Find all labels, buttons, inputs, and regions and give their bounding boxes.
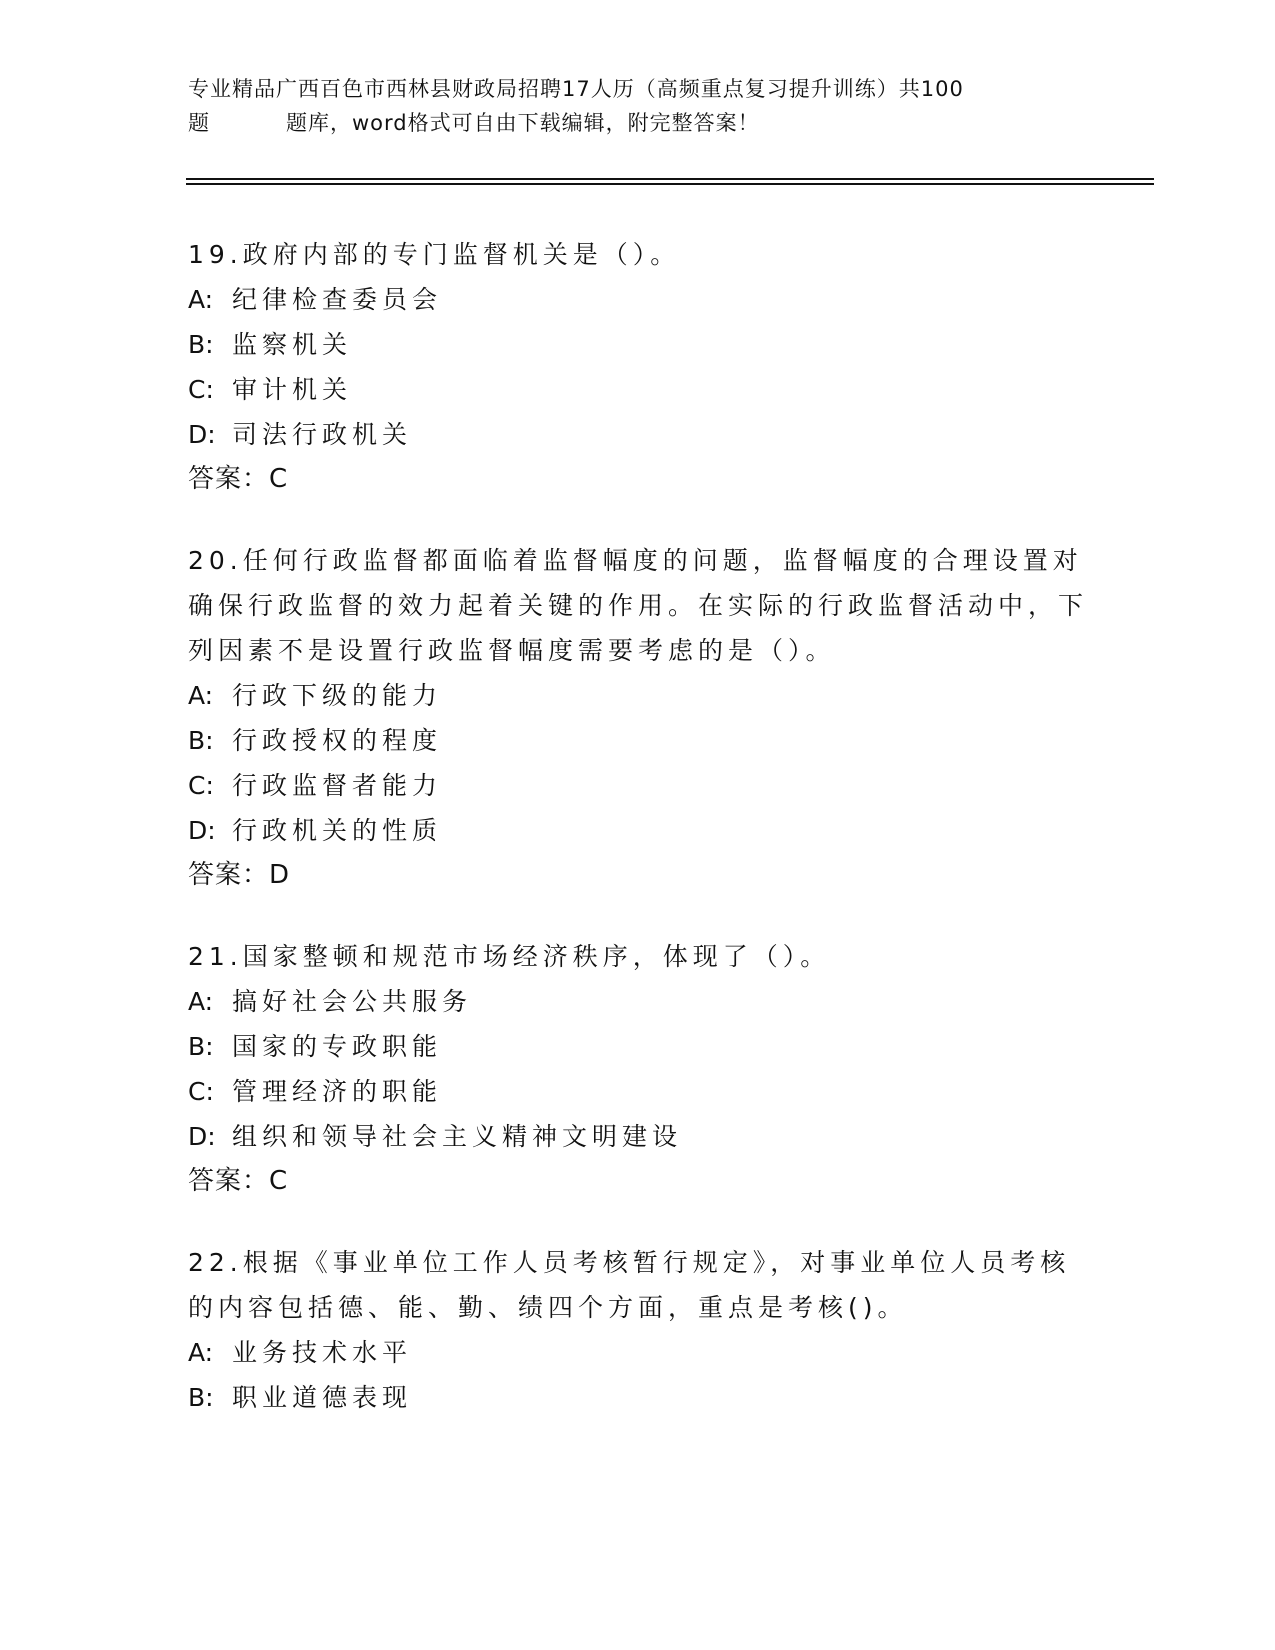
option-c	[188, 763, 1088, 808]
question-text: 21.国家整顿和规范市场经济秩序，体现了（）。	[188, 942, 831, 971]
option-text: 搞好社会公共服务	[232, 987, 473, 1016]
option-letter: B:	[188, 726, 214, 755]
header-title-line-2	[188, 106, 1088, 140]
option-text: 管理经济的职能	[232, 1077, 443, 1106]
option-letter: D:	[188, 1122, 216, 1151]
option-a	[188, 673, 1088, 718]
option-letter: A:	[188, 987, 214, 1016]
option-c	[188, 1069, 1088, 1114]
question-list	[188, 232, 1088, 1456]
option-text: 行政授权的程度	[232, 726, 443, 755]
question-19	[188, 232, 1088, 502]
option-letter: D:	[188, 420, 216, 449]
option-text: 国家的专政职能	[232, 1032, 443, 1061]
answer-line: 答案：C	[188, 1166, 289, 1196]
question-text: 22.根据《事业单位工作人员考核暂行规定》，对事业单位人员考核的内容包括德、能、勤、绩四个方面，重点是考核()。	[188, 1248, 1071, 1322]
option-text: 组织和领导社会主义精神文明建设	[232, 1122, 683, 1151]
option-text: 审计机关	[232, 375, 353, 404]
option-letter: A:	[188, 681, 214, 710]
document-header	[188, 72, 1088, 140]
option-letter: A:	[188, 1338, 214, 1367]
question-21	[188, 934, 1088, 1204]
option-d	[188, 412, 1088, 457]
option-text: 司法行政机关	[232, 420, 413, 449]
option-letter: B:	[188, 1032, 214, 1061]
header-title-line: 专业精品广西百色市西林县财政局招聘17人历（高频重点复习提升训练）共100	[188, 77, 964, 101]
header-title-rest: 题库，word格式可自由下载编辑，附完整答案！	[286, 111, 760, 135]
option-letter: C:	[188, 375, 214, 404]
option-text: 纪律检查委员会	[232, 285, 443, 314]
option-letter: A:	[188, 285, 214, 314]
option-b	[188, 718, 1088, 763]
option-b	[188, 322, 1088, 367]
option-text: 行政下级的能力	[232, 681, 443, 710]
answer-line: 答案：D	[188, 860, 291, 890]
header-divider-top	[186, 178, 1154, 180]
header-divider-bottom	[186, 183, 1154, 185]
question-text: 20.任何行政监督都面临着监督幅度的问题，监督幅度的合理设置对确保行政监督的效力起着关键的作用。在实际的行政监督活动中，下列因素不是设置行政监督幅度需要考虑的是（）。	[188, 546, 1089, 665]
option-a	[188, 979, 1088, 1024]
option-b	[188, 1375, 1088, 1420]
header-title-lead: 题	[188, 111, 210, 135]
option-letter: C:	[188, 771, 214, 800]
option-letter: B:	[188, 330, 214, 359]
answer-line: 答案：C	[188, 464, 289, 494]
option-a	[188, 1330, 1088, 1375]
option-text: 业务技术水平	[232, 1338, 413, 1367]
question-22	[188, 1240, 1088, 1420]
option-text: 职业道德表现	[232, 1383, 413, 1412]
option-letter: D:	[188, 816, 216, 845]
option-letter: C:	[188, 1077, 214, 1106]
option-text: 行政机关的性质	[232, 816, 443, 845]
option-c	[188, 367, 1088, 412]
option-d	[188, 808, 1088, 853]
option-a	[188, 277, 1088, 322]
option-d	[188, 1114, 1088, 1159]
option-letter: B:	[188, 1383, 214, 1412]
question-20	[188, 538, 1088, 898]
option-text: 监察机关	[232, 330, 353, 359]
option-text: 行政监督者能力	[232, 771, 443, 800]
option-b	[188, 1024, 1088, 1069]
question-text: 19.政府内部的专门监督机关是（）。	[188, 240, 681, 269]
